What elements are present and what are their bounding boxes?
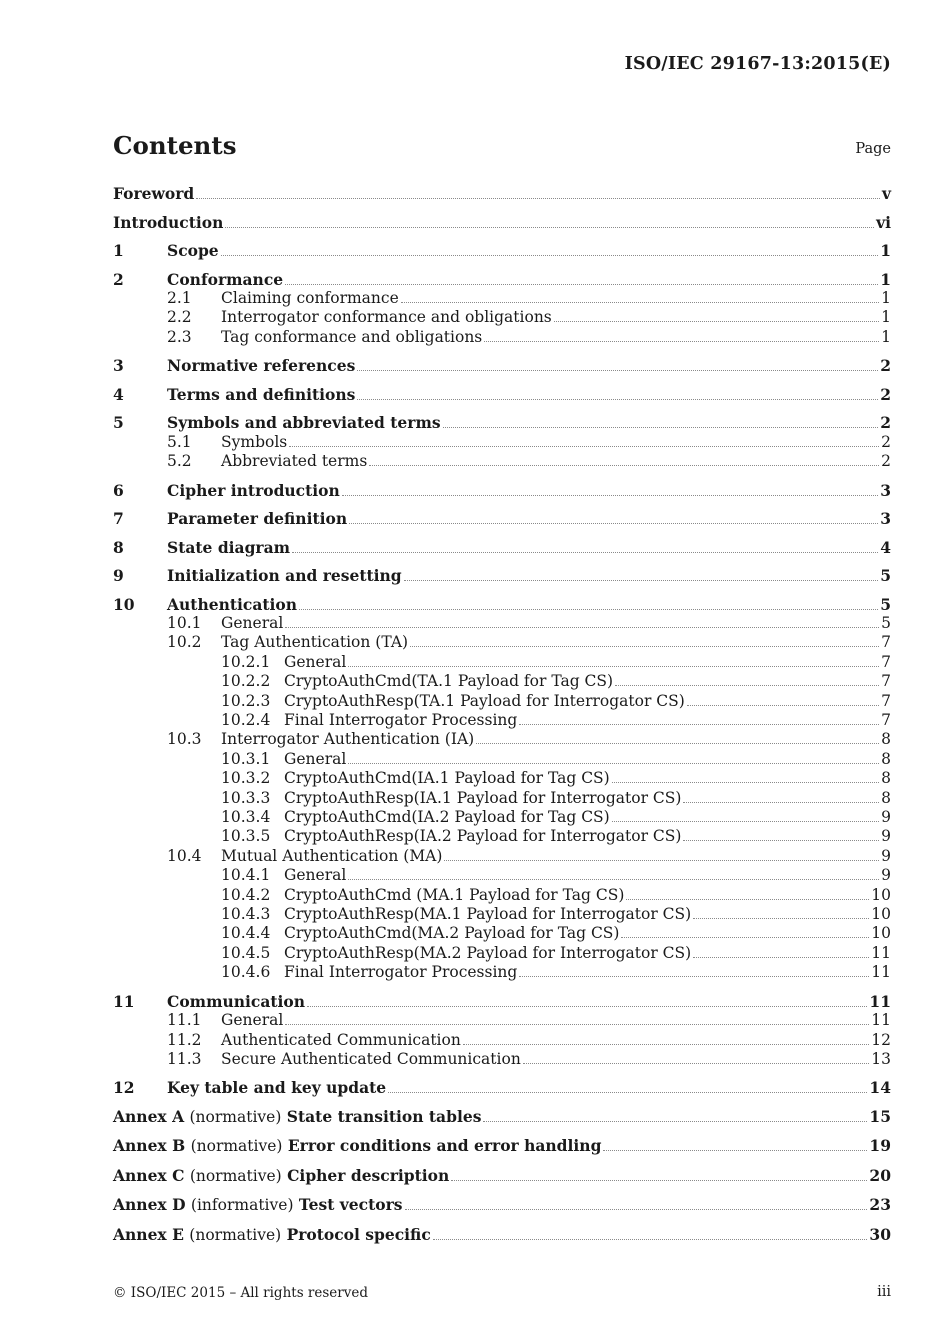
toc-entry-title: Interrogator Authentication (IA) [221, 730, 475, 749]
toc-entry-number: 10.4.5 [221, 943, 271, 962]
dot-leader [349, 511, 878, 524]
toc-entry[interactable] [113, 905, 891, 924]
dot-leader [554, 309, 879, 322]
toc-entry-page: 3 [880, 509, 891, 529]
toc-entry-number: 10.3.1 [221, 749, 271, 768]
toc-entry-number: 10.2.3 [221, 691, 271, 710]
toc-entry-page: 11 [871, 1011, 891, 1030]
toc-entry-title: CryptoAuthResp(IA.1 Payload for Interrogator CS) [284, 788, 682, 807]
toc-entry-page: 1 [881, 327, 891, 346]
toc-entry-number: 11 [113, 991, 135, 1011]
dot-leader [484, 329, 879, 342]
toc-entry-number: 5.2 [167, 452, 192, 471]
toc-entry[interactable] [113, 963, 891, 982]
toc-entry-page: 1 [881, 308, 891, 327]
toc-entry-number: 4 [113, 384, 124, 404]
toc-entry[interactable] [113, 633, 891, 652]
page-number: iii [877, 1284, 891, 1300]
toc-entry-page: 5 [881, 613, 891, 632]
toc-entry-page: 9 [881, 866, 891, 885]
toc-entry[interactable] [113, 750, 891, 769]
toc-entry-title: Final Interrogator Processing [284, 963, 518, 982]
annex-title: State transition tables [286, 1106, 482, 1126]
annex-title: Cipher description [287, 1165, 450, 1185]
toc-entry-title: CryptoAuthCmd(MA.2 Payload for Tag CS) [284, 924, 620, 943]
toc-entry[interactable] [113, 711, 891, 730]
toc-entry-title: Initialization and resetting [167, 566, 402, 586]
dot-leader [348, 654, 879, 667]
toc-entry[interactable] [113, 653, 891, 672]
toc-entry-page: 1 [881, 288, 891, 307]
toc-entry[interactable] [113, 1107, 891, 1127]
toc-entry-number: 10.3.4 [221, 808, 271, 826]
dot-leader [612, 770, 879, 783]
toc-entry-title: General [284, 652, 347, 671]
toc-entry-title: General [221, 613, 284, 632]
toc-entry[interactable] [113, 866, 891, 885]
toc-entry-page: 2 [881, 452, 891, 471]
toc-entry-page: 11 [871, 963, 891, 982]
toc-entry-page: 10 [871, 924, 891, 943]
toc-entry-title: Abbreviated terms [221, 452, 368, 471]
toc-entry-number: 6 [113, 480, 124, 500]
toc-entry[interactable] [113, 730, 891, 749]
toc-entry-number: 10.4 [167, 846, 202, 865]
toc-entry-title: Normative references [167, 356, 356, 376]
dot-leader [307, 994, 867, 1007]
toc-entry-page: 15 [869, 1106, 891, 1126]
toc-entry-number: 10.3.5 [221, 827, 271, 846]
annex-label: Annex D [113, 1195, 186, 1215]
dot-leader [523, 1051, 869, 1064]
toc-entry-title: CryptoAuthCmd(IA.1 Payload for Tag CS) [284, 769, 610, 788]
toc-entry-title: CryptoAuthResp(MA.1 Payload for Interrogator CS) [284, 905, 692, 924]
toc-entry[interactable] [113, 1166, 891, 1186]
toc-entry-title: General [284, 866, 347, 885]
toc-entry-number: 1 [113, 241, 124, 260]
table-of-contents [113, 184, 891, 1245]
toc-entry-title: Interrogator conformance and obligations [221, 308, 552, 327]
toc-entry[interactable] [113, 566, 891, 585]
toc-entry-title: State diagram [167, 537, 291, 557]
toc-entry[interactable] [113, 356, 891, 375]
toc-entry-page: 11 [871, 943, 891, 962]
toc-entry[interactable] [113, 289, 891, 308]
toc-entry-page: 9 [881, 808, 891, 826]
dot-leader [196, 186, 880, 199]
toc-entry-number: 10.2.1 [221, 652, 271, 671]
toc-annex-title [113, 1136, 601, 1156]
toc-entry-page: 3 [880, 480, 891, 500]
toc-entry[interactable] [113, 672, 891, 691]
toc-entry[interactable] [113, 385, 891, 404]
toc-entry-title: Parameter definition [167, 509, 348, 529]
page-title: Contents [113, 131, 237, 160]
toc-entry[interactable] [113, 328, 891, 347]
toc-entry[interactable] [113, 433, 891, 452]
dot-leader [612, 809, 879, 822]
dot-leader [615, 673, 879, 686]
copyright-notice: © ISO/IEC 2015 – All rights reserved [113, 1285, 368, 1301]
annex-kind: (normative) [189, 1166, 282, 1185]
toc-entry-number: 5.1 [167, 432, 192, 451]
toc-entry-page: 1 [880, 269, 891, 289]
dot-leader [388, 1080, 867, 1093]
annex-label: Annex B [113, 1136, 186, 1156]
toc-annex-title [113, 1195, 403, 1215]
dot-leader [693, 945, 869, 958]
dot-leader [342, 483, 878, 496]
toc-entry[interactable] [113, 184, 891, 203]
toc-entry[interactable] [113, 270, 891, 289]
dot-leader [285, 272, 878, 285]
toc-entry[interactable] [113, 769, 891, 788]
dot-leader [683, 828, 879, 841]
dot-leader [221, 243, 879, 256]
toc-entry-number: 10.2.2 [221, 672, 271, 691]
toc-entry-number: 7 [113, 509, 124, 529]
dot-leader [357, 387, 878, 400]
annex-title: Error conditions and error handling [287, 1136, 602, 1156]
toc-entry-number: 10.2.4 [221, 710, 271, 729]
toc-entry-title: CryptoAuthResp(TA.1 Payload for Interrogator CS) [284, 691, 685, 710]
dot-leader [369, 453, 879, 466]
dot-leader [357, 358, 878, 371]
toc-entry[interactable] [113, 1031, 891, 1050]
toc-entry-title: Symbols [221, 432, 288, 451]
toc-entry-title: Scope [167, 241, 219, 260]
toc-entry[interactable] [113, 924, 891, 943]
toc-entry-title: Secure Authenticated Communication [221, 1049, 521, 1068]
dot-leader [401, 290, 879, 303]
toc-entry-title: Symbols and abbreviated terms [167, 413, 441, 433]
toc-annex-title [113, 1225, 431, 1245]
toc-entry-number: 10.3.3 [221, 788, 271, 807]
toc-entry-title: Conformance [167, 269, 284, 289]
toc-entry-title: CryptoAuthCmd(TA.1 Payload for Tag CS) [284, 672, 614, 691]
toc-entry-title: Authentication [167, 594, 298, 614]
annex-title: Protocol specific [286, 1224, 431, 1244]
toc-entry-number: 12 [113, 1078, 135, 1098]
toc-entry-title: Claiming conformance [221, 288, 399, 307]
toc-entry-title: Tag conformance and obligations [221, 327, 483, 346]
dot-leader [405, 1197, 868, 1210]
toc-entry-page: 7 [881, 633, 891, 652]
toc-entry-number: 3 [113, 356, 124, 376]
dot-leader [451, 1168, 867, 1181]
document-id: ISO/IEC 29167-13:2015(E) [624, 54, 891, 74]
toc-entry-page: 4 [880, 537, 891, 557]
toc-entry-number: 11.2 [167, 1030, 202, 1049]
toc-entry-page: 2 [881, 432, 891, 451]
toc-entry-number: 10.4.3 [221, 905, 271, 924]
toc-entry-number: 9 [113, 566, 124, 586]
page-column-label: Page [855, 141, 891, 157]
toc-annex-title [113, 1166, 449, 1186]
toc-entry-page: v [881, 184, 891, 203]
dot-leader [289, 434, 879, 447]
toc-entry-title: CryptoAuthResp(IA.2 Payload for Interrogator CS) [284, 827, 682, 846]
toc-entry-number: 2.1 [167, 288, 192, 307]
toc-entry-page: 7 [881, 652, 891, 671]
dot-leader [603, 1138, 867, 1151]
dot-leader [519, 712, 879, 725]
toc-entry[interactable] [113, 614, 891, 633]
toc-entry-title: Tag Authentication (TA) [221, 633, 409, 652]
toc-entry-page: 9 [881, 827, 891, 846]
toc-entry-page: 9 [881, 846, 891, 865]
toc-entry[interactable] [113, 481, 891, 500]
toc-entry[interactable] [113, 992, 891, 1011]
annex-label: Annex C [113, 1165, 185, 1185]
annex-label: Annex E [113, 1224, 184, 1244]
toc-entry[interactable] [113, 595, 891, 614]
toc-entry-title: Mutual Authentication (MA) [221, 846, 443, 865]
toc-entry-page: 7 [881, 672, 891, 691]
toc-entry-title: Key table and key update [167, 1078, 387, 1098]
dot-leader [348, 867, 879, 880]
toc-entry-title: Introduction [113, 212, 224, 232]
dot-leader [410, 634, 879, 647]
toc-entry-page: 11 [869, 991, 891, 1011]
toc-entry-page: 2 [880, 356, 891, 376]
dot-leader [404, 568, 879, 581]
toc-entry[interactable] [113, 213, 891, 232]
toc-entry-number: 10.2 [167, 633, 202, 652]
toc-entry-title: CryptoAuthResp(MA.2 Payload for Interrogator CS) [284, 943, 692, 962]
toc-entry-title: Communication [167, 991, 306, 1011]
toc-entry-page: 5 [880, 594, 891, 614]
dot-leader [444, 848, 879, 861]
dot-leader [463, 1032, 869, 1045]
toc-entry-number: 2.2 [167, 308, 192, 327]
toc-entry-page: 30 [869, 1224, 891, 1244]
dot-leader [626, 887, 869, 900]
toc-entry-page: 14 [869, 1078, 891, 1098]
toc-entry[interactable] [113, 308, 891, 327]
dot-leader [693, 906, 869, 919]
dot-leader [621, 925, 869, 938]
annex-kind: (normative) [189, 1225, 282, 1244]
toc-entry-number: 10 [113, 594, 135, 614]
annex-label: Annex A [113, 1106, 185, 1126]
toc-entry[interactable] [113, 241, 891, 260]
toc-entry[interactable] [113, 509, 891, 528]
toc-entry[interactable] [113, 1136, 891, 1156]
toc-entry-title: Cipher introduction [167, 480, 340, 500]
toc-entry-number: 10.3 [167, 730, 202, 749]
toc-entry-page: vi [876, 212, 891, 232]
toc-entry-title: Final Interrogator Processing [284, 710, 518, 729]
toc-entry[interactable] [113, 808, 891, 827]
toc-entry-number: 2 [113, 269, 124, 289]
toc-entry[interactable] [113, 1195, 891, 1215]
toc-entry-number: 10.4.2 [221, 885, 271, 904]
toc-entry-page: 20 [869, 1165, 891, 1185]
dot-leader [285, 1012, 869, 1025]
toc-entry-page: 8 [881, 769, 891, 788]
toc-entry[interactable] [113, 452, 891, 471]
toc-entry[interactable] [113, 692, 891, 711]
toc-entry-number: 10.1 [167, 613, 202, 632]
toc-entry-page: 5 [880, 566, 891, 586]
toc-entry-number: 10.4.4 [221, 924, 271, 943]
toc-entry-title: CryptoAuthCmd (MA.1 Payload for Tag CS) [284, 885, 625, 904]
dot-leader [483, 1109, 867, 1122]
dot-leader [225, 215, 874, 228]
toc-entry-page: 13 [871, 1049, 891, 1068]
toc-entry[interactable] [113, 789, 891, 808]
toc-entry-title: Foreword [113, 184, 195, 203]
dot-leader [476, 731, 879, 744]
toc-entry-page: 10 [871, 885, 891, 904]
dot-leader [519, 964, 869, 977]
toc-entry-page: 19 [869, 1136, 891, 1156]
toc-entry-number: 10.4.1 [221, 866, 271, 885]
toc-entry[interactable] [113, 886, 891, 905]
toc-entry-title: General [284, 749, 347, 768]
toc-entry-number: 10.4.6 [221, 963, 271, 982]
toc-entry-title: Authenticated Communication [221, 1030, 461, 1049]
dot-leader [348, 751, 879, 764]
toc-entry[interactable] [113, 1050, 891, 1069]
toc-entry-title: General [221, 1011, 284, 1030]
toc-entry-title: Terms and definitions [167, 384, 356, 404]
toc-entry-number: 10.3.2 [221, 769, 271, 788]
toc-entry-page: 2 [880, 384, 891, 404]
toc-entry-number: 11.3 [167, 1049, 202, 1068]
toc-entry-number: 2.3 [167, 327, 192, 346]
toc-entry-page: 23 [869, 1195, 891, 1215]
dot-leader [683, 790, 879, 803]
dot-leader [443, 415, 879, 428]
annex-kind: (normative) [189, 1107, 282, 1126]
toc-annex-title [113, 1107, 481, 1127]
dot-leader [299, 597, 878, 610]
annex-kind: (informative) [190, 1196, 294, 1215]
toc-entry-page: 12 [871, 1030, 891, 1049]
toc-entry-number: 8 [113, 537, 124, 557]
toc-entry-page: 1 [880, 241, 891, 260]
toc-entry-page: 8 [881, 788, 891, 807]
toc-entry-page: 7 [881, 710, 891, 729]
dot-leader [433, 1227, 868, 1240]
toc-entry-number: 5 [113, 413, 124, 433]
dot-leader [292, 540, 878, 553]
dot-leader [687, 693, 879, 706]
toc-entry-page: 7 [881, 691, 891, 710]
toc-entry-page: 10 [871, 905, 891, 924]
dot-leader [285, 615, 879, 628]
toc-entry[interactable] [113, 413, 891, 432]
toc-entry[interactable] [113, 538, 891, 557]
toc-entry[interactable] [113, 944, 891, 963]
toc-entry[interactable] [113, 827, 891, 846]
toc-entry-title: CryptoAuthCmd(IA.2 Payload for Tag CS) [284, 808, 610, 826]
toc-entry[interactable] [113, 847, 891, 866]
annex-kind: (normative) [190, 1137, 283, 1156]
annex-title: Test vectors [298, 1195, 403, 1215]
toc-entry-page: 8 [881, 730, 891, 749]
toc-entry-number: 11.1 [167, 1011, 202, 1030]
toc-entry[interactable] [113, 1225, 891, 1245]
toc-entry-page: 8 [881, 749, 891, 768]
toc-entry-page: 2 [880, 413, 891, 433]
toc-entry[interactable] [113, 1078, 891, 1097]
toc-entry[interactable] [113, 1011, 891, 1030]
